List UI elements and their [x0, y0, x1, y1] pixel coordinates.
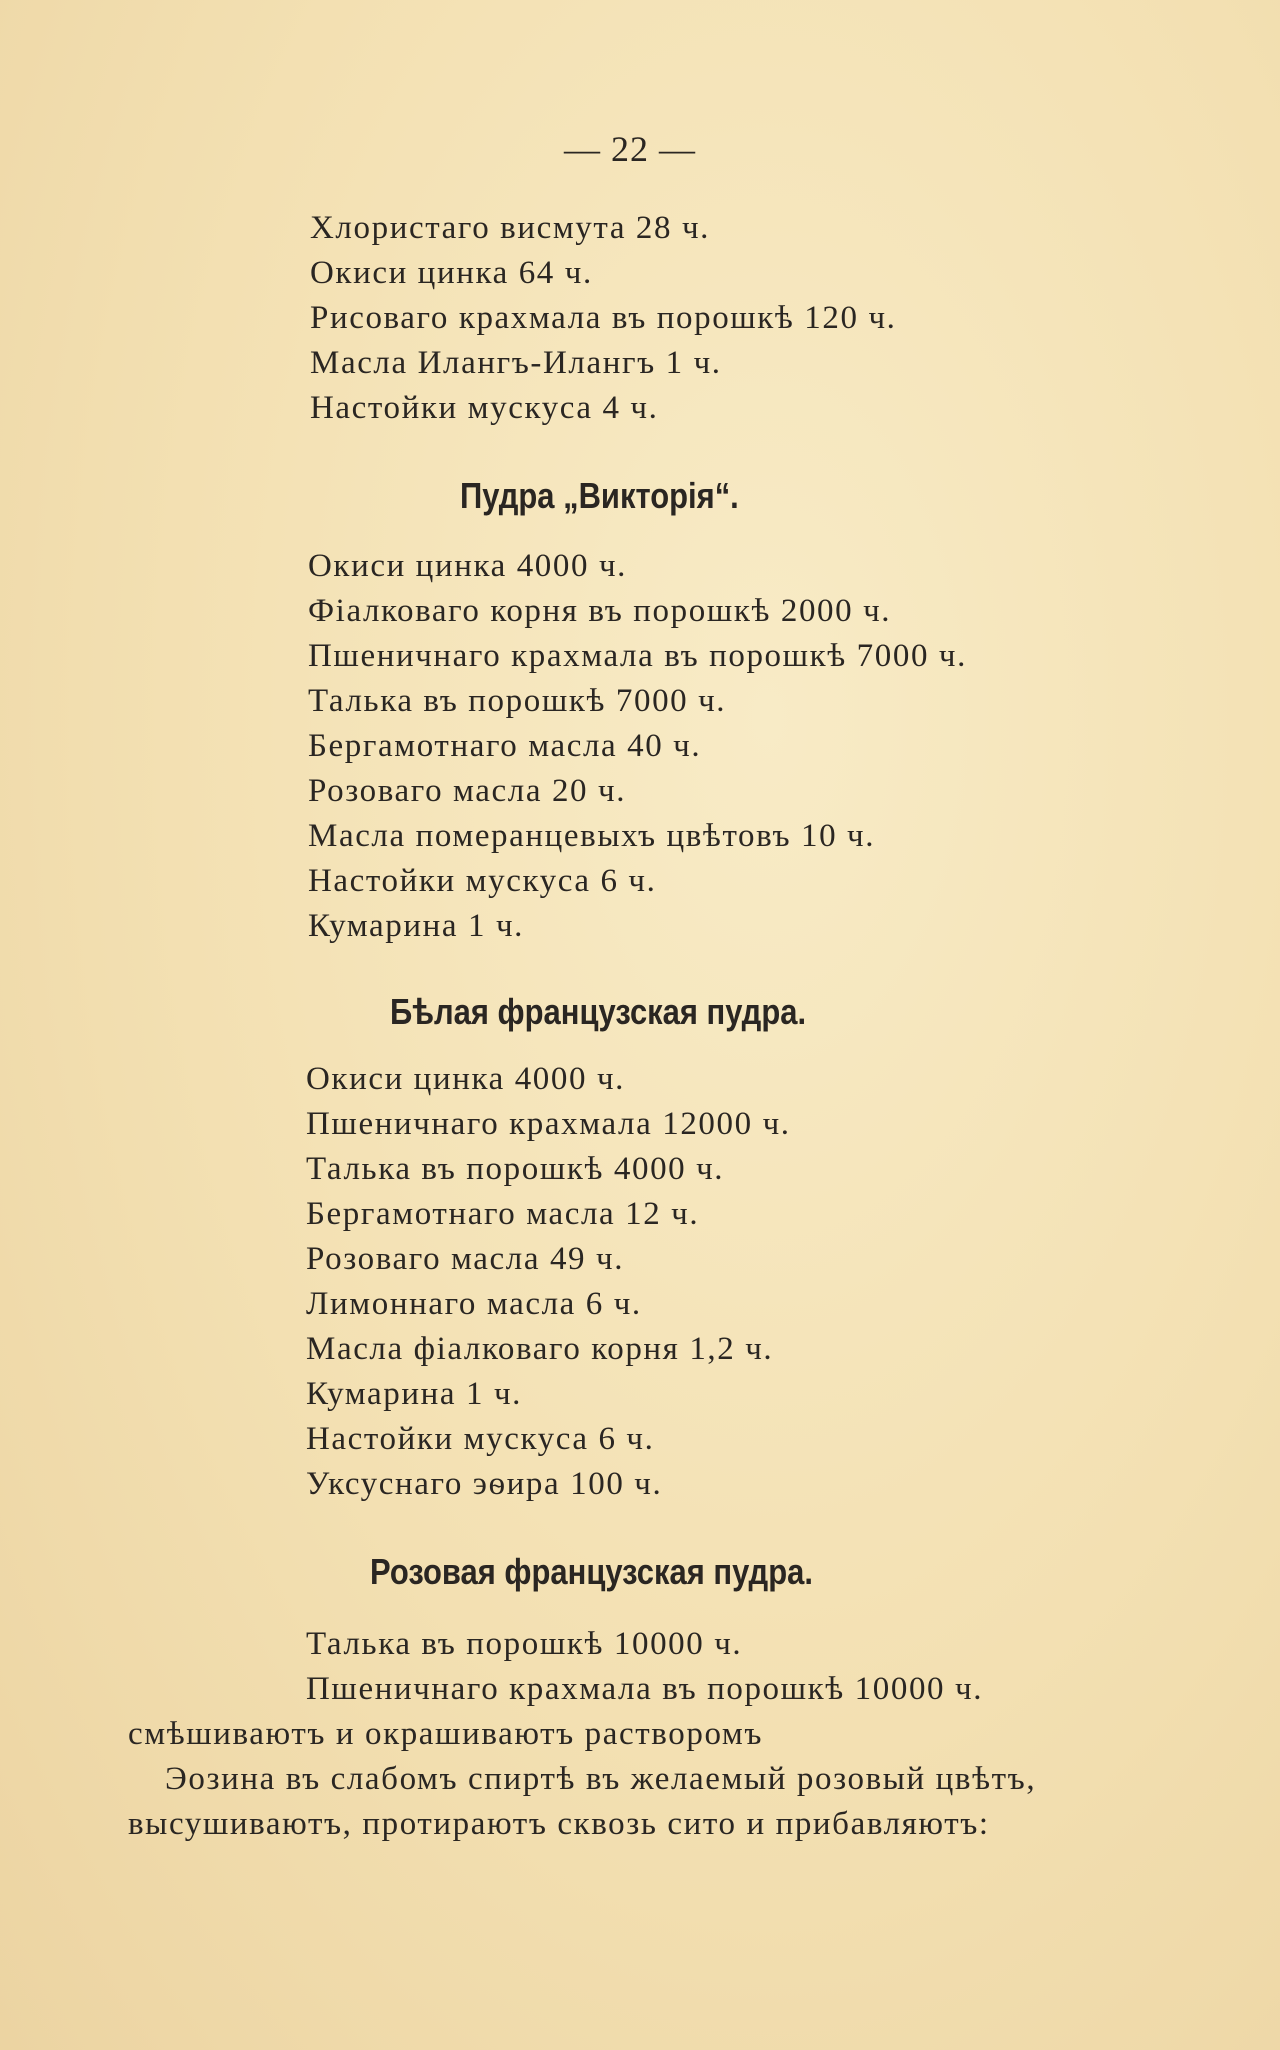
list-item: Кумарина 1 ч.	[308, 908, 525, 944]
list-item: Пшеничнаго крахмала въ порошкѣ 7000 ч.	[308, 638, 967, 674]
paragraph-line: смѣшиваютъ и окрашиваютъ растворомъ	[128, 1716, 764, 1752]
list-item: Окиси цинка 64 ч.	[310, 255, 593, 291]
list-item: Масла померанцевыхъ цвѣтовъ 10 ч.	[308, 818, 876, 854]
section-title-pink-powder: Розовая французская пудра.	[370, 1551, 813, 1592]
list-item: Хлористаго висмута 28 ч.	[310, 210, 711, 246]
page-number: — 22 —	[564, 129, 696, 169]
list-item: Уксуснаго эѳира 100 ч.	[306, 1466, 663, 1502]
list-item: Настойки мускуса 6 ч.	[306, 1421, 655, 1457]
list-item: Пшеничнаго крахмала 12000 ч.	[306, 1106, 791, 1142]
list-item: Окиси цинка 4000 ч.	[308, 548, 627, 584]
list-item: Талька въ порошкѣ 7000 ч.	[308, 683, 727, 719]
list-item: Масла Илангъ-Илангъ 1 ч.	[310, 345, 722, 381]
list-item: Рисоваго крахмала въ порошкѣ 120 ч.	[310, 300, 897, 336]
list-item: Талька въ порошкѣ 10000 ч.	[306, 1626, 743, 1662]
list-item: Лимоннаго масла 6 ч.	[306, 1286, 642, 1322]
list-item: Фіалковаго корня въ порошкѣ 2000 ч.	[308, 593, 892, 629]
list-item: Талька въ порошкѣ 4000 ч.	[306, 1151, 725, 1187]
list-item: Розоваго масла 49 ч.	[306, 1241, 625, 1277]
list-item: Розоваго масла 20 ч.	[308, 773, 627, 809]
list-item: Масла фіалковаго корня 1,2 ч.	[306, 1331, 774, 1367]
section-title-victoria: Пудра „Викторія“.	[460, 475, 739, 516]
list-item: Настойки мускуса 4 ч.	[310, 390, 659, 426]
paragraph-line: высушиваютъ, протираютъ сквозь сито и прибавляютъ:	[128, 1806, 990, 1842]
section-title-white-powder: Бѣлая французская пудра.	[390, 991, 807, 1032]
list-item: Бергамотнаго масла 40 ч.	[308, 728, 702, 764]
list-item: Пшеничнаго крахмала въ порошкѣ 10000 ч.	[306, 1671, 984, 1707]
paragraph-line: Эозина въ слабомъ спиртѣ въ желаемый розовый цвѣтъ,	[165, 1761, 1037, 1797]
list-item: Настойки мускуса 6 ч.	[308, 863, 657, 899]
list-item: Окиси цинка 4000 ч.	[306, 1061, 625, 1097]
list-item: Кумарина 1 ч.	[306, 1376, 523, 1412]
list-item: Бергамотнаго масла 12 ч.	[306, 1196, 700, 1232]
